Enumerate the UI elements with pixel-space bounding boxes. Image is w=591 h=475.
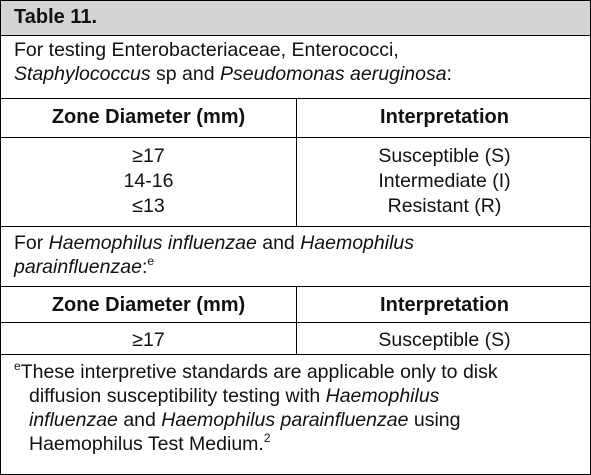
- section1-heading-text: For testing Enterobacteriaceae, Enterococci,: [14, 39, 399, 61]
- footnote-marker: e: [147, 254, 155, 268]
- interpretation-value: Resistant (R): [387, 195, 502, 217]
- divider: [1, 226, 590, 227]
- footnote-line: [14, 408, 582, 432]
- section2-heading-text: For: [14, 232, 49, 254]
- table-title: Table 11.: [1, 1, 590, 36]
- footnote-text: Haemophilus Test Medium.: [29, 433, 264, 455]
- interpretation-value: Intermediate (I): [378, 170, 511, 192]
- footnote-line: [14, 432, 582, 456]
- zone-value: ≤13: [132, 195, 165, 217]
- footnote-marker: e: [14, 359, 21, 373]
- footnote-organism: Haemophilus: [325, 385, 440, 407]
- footnote-text: and: [117, 409, 162, 431]
- section1-heading-text: sp and: [150, 63, 220, 85]
- footnote: [14, 360, 582, 456]
- section1-heading-colon: :: [446, 63, 452, 85]
- section2-heading-colon: :: [141, 256, 148, 278]
- section2-organism-haemophilus: Haemophilus: [300, 232, 414, 254]
- zone-value: 14-16: [123, 170, 174, 192]
- section1-organism-staph: Staphylococcus: [14, 63, 151, 85]
- interpretation-value: Susceptible (S): [378, 329, 511, 351]
- footnote-line: [14, 384, 582, 408]
- section2-heading-text: and: [256, 232, 301, 254]
- interpretation-value: Susceptible (S): [378, 145, 511, 167]
- section2-organism-parainfluenzae: parainfluenzae: [14, 256, 142, 278]
- col-header-interpretation: Interpretation: [380, 294, 509, 316]
- zone-value: ≥17: [132, 329, 165, 351]
- footnote-text: using: [408, 409, 461, 431]
- footnote-text: These interpretive standards are applicable only to disk: [20, 361, 498, 383]
- col-header-zone-diameter: Zone Diameter (mm): [51, 294, 246, 316]
- col-header-zone-diameter: Zone Diameter (mm): [51, 106, 246, 128]
- col-header-interpretation: Interpretation: [380, 106, 509, 128]
- section2-organism-h-influenzae: Haemophilus influenzae: [48, 232, 257, 254]
- footnote-organism: Haemophilus parainfluenzae: [161, 409, 409, 431]
- section2-heading: [14, 231, 580, 279]
- section1-organism-pseudomonas: Pseudomonas aeruginosa: [219, 63, 447, 85]
- footnote-organism: influenzae: [29, 409, 118, 431]
- zone-value: ≥17: [132, 145, 165, 167]
- divider: [1, 322, 590, 323]
- section1-heading: [14, 38, 580, 86]
- footnote-text: diffusion susceptibility testing with: [29, 385, 326, 407]
- reference-marker: 2: [263, 431, 271, 445]
- divider: [1, 354, 590, 355]
